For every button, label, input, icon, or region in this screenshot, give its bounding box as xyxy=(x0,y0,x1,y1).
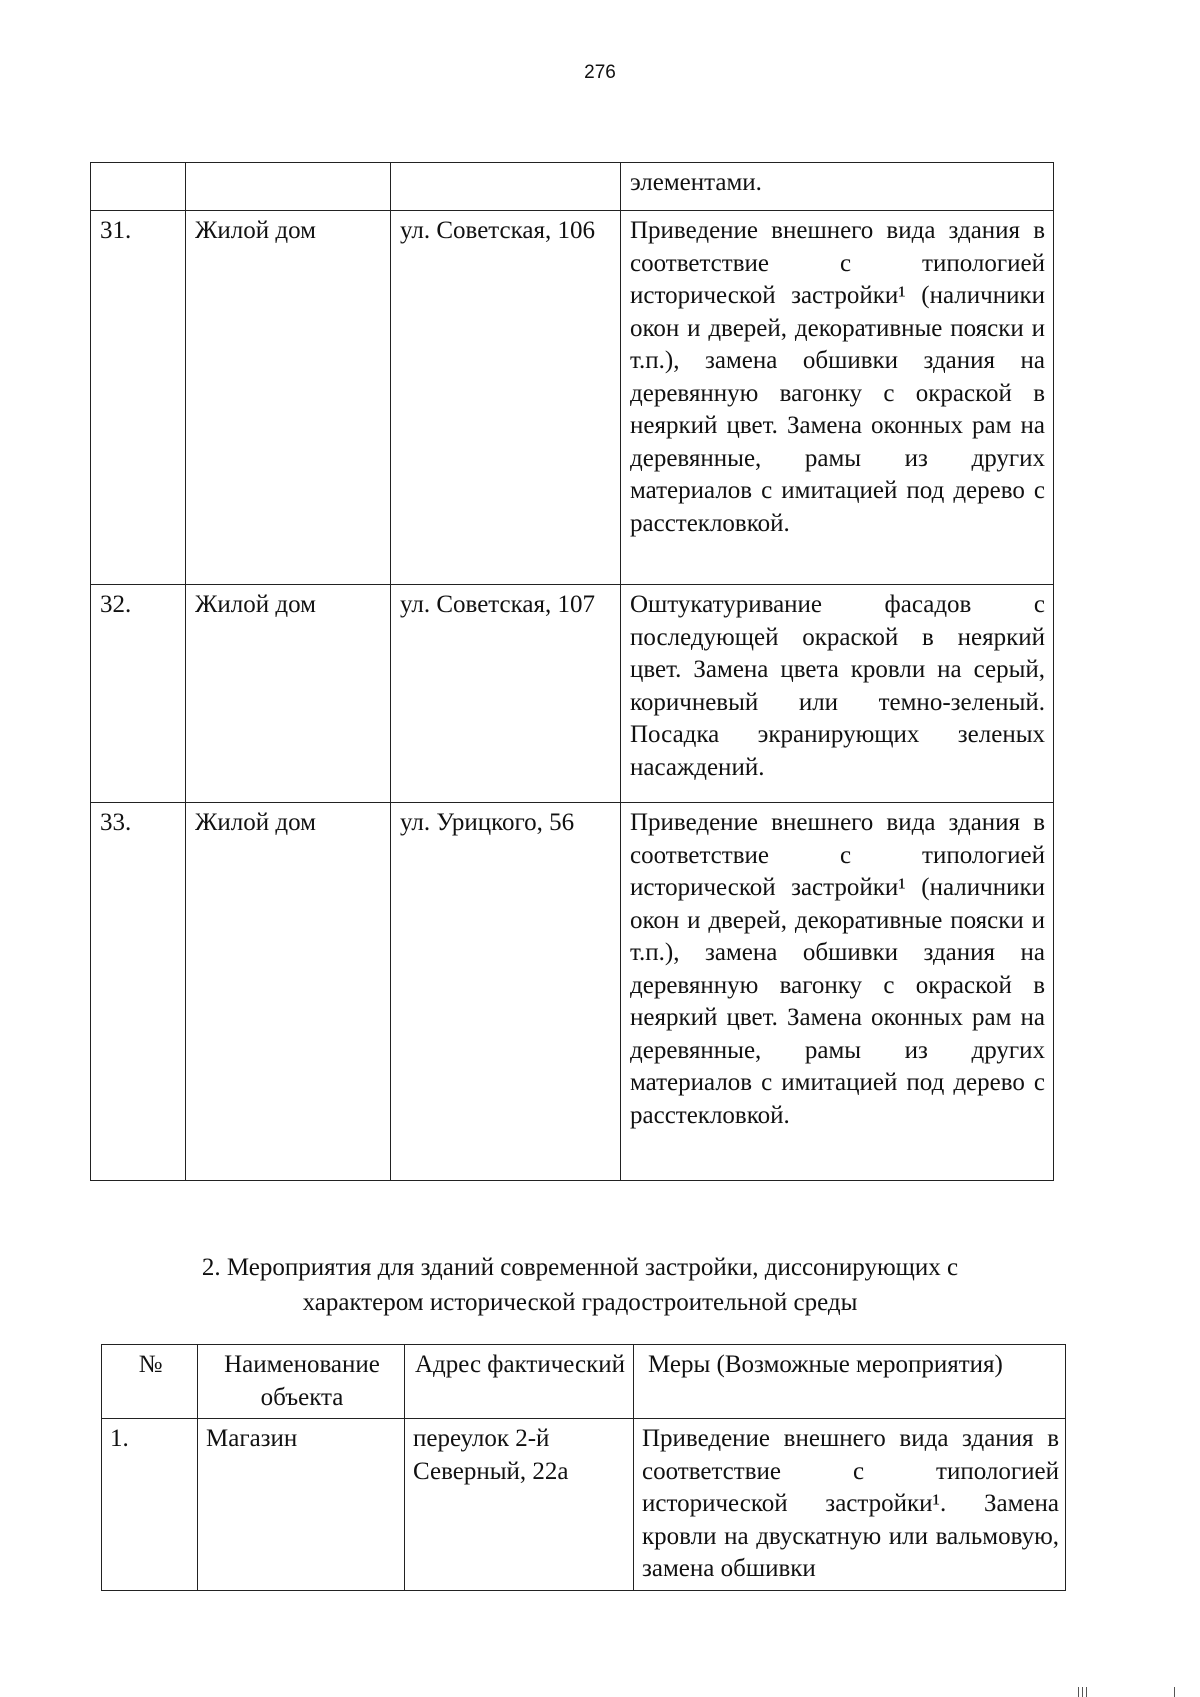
buildings-table-continued xyxy=(90,162,1054,1181)
scan-mark xyxy=(1174,1687,1175,1697)
table-row xyxy=(91,585,1054,803)
object-name: Жилой дом xyxy=(186,585,391,803)
header-name: Наименование объекта xyxy=(198,1345,405,1419)
section-heading xyxy=(130,1250,1030,1320)
row-number xyxy=(91,163,186,211)
table-row xyxy=(102,1419,1066,1591)
object-measures: Приведение внешнего вида здания в соответствие с типологией исторической застройки¹. Замена кровли на двускатную или вальмовую, замена обшивки xyxy=(634,1419,1066,1591)
table-row xyxy=(91,211,1054,585)
object-measures: элементами. xyxy=(621,163,1054,211)
row-number: 1. xyxy=(102,1419,198,1591)
object-name: Жилой дом xyxy=(186,803,391,1181)
header-address: Адрес фактический xyxy=(405,1345,634,1419)
table-row xyxy=(91,163,1054,211)
table-row xyxy=(91,803,1054,1181)
object-address: ул. Советская, 106 xyxy=(391,211,621,585)
table-header-row xyxy=(102,1345,1066,1419)
row-number: 33. xyxy=(91,803,186,1181)
page-number: 276 xyxy=(584,62,616,83)
header-number: № xyxy=(102,1345,198,1419)
scan-mark xyxy=(1086,1687,1087,1697)
object-address xyxy=(391,163,621,211)
object-measures: Оштукатуривание фасадов с последующей окраской в неяркий цвет. Замена цвета кровли на серый, коричневый или темно-зеленый. Посадка экранирующих зеленых насаждений. xyxy=(621,585,1054,803)
object-name: Магазин xyxy=(198,1419,405,1591)
section-title-line-1: 2. Мероприятия для зданий современной застройки, диссонирующих с xyxy=(201,1254,959,1281)
object-address: ул. Советская, 107 xyxy=(391,585,621,803)
object-address: переулок 2-й Северный, 22а xyxy=(405,1419,634,1591)
object-address: ул. Урицкого, 56 xyxy=(391,803,621,1181)
section-title-line-2: характером исторической градостроительной среды xyxy=(302,1289,858,1316)
row-number: 32. xyxy=(91,585,186,803)
header-measures: Меры (Возможные мероприятия) xyxy=(634,1345,1066,1419)
row-number: 31. xyxy=(91,211,186,585)
object-name xyxy=(186,163,391,211)
dissonant-buildings-table xyxy=(101,1344,1066,1591)
object-name: Жилой дом xyxy=(186,211,391,585)
scan-mark xyxy=(1082,1687,1083,1697)
scan-mark xyxy=(1078,1687,1079,1697)
object-measures: Приведение внешнего вида здания в соответствие с типологией исторической застройки¹ (наличники окон и дверей, декоративные пояски и т.п.), замена обшивки здания на деревянную вагонку с окраской в неяркий цвет. Замена оконных рам на деревянные, рамы из других материалов с имитацией под дерево с расстекловкой. xyxy=(621,803,1054,1181)
object-measures: Приведение внешнего вида здания в соответствие с типологией исторической застройки¹ (наличники окон и дверей, декоративные пояски и т.п.), замена обшивки здания на деревянную вагонку с окраской в неяркий цвет. Замена оконных рам на деревянные, рамы из других материалов с имитацией под дерево с расстекловкой. xyxy=(621,211,1054,585)
